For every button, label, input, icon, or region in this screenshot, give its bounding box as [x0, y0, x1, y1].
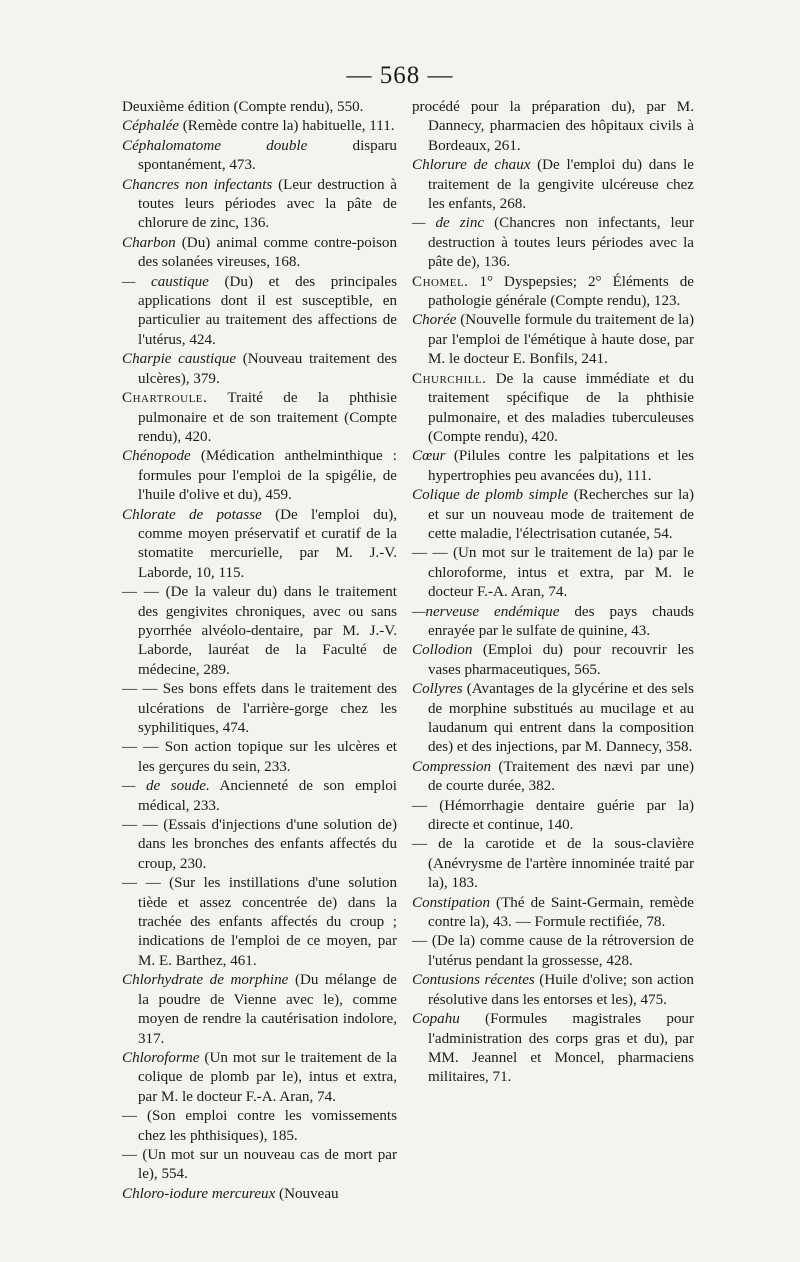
- index-entry-text: — (Un mot sur un nouveau cas de mort par le), 554.: [122, 1146, 397, 1183]
- index-entry-text: — (De la) comme cause de la rétroversion de l'utérus pendant la grossesse, 428.: [412, 933, 694, 969]
- index-entry-text: (Du) et des principales applications dont il est susceptible, en particulier au traitement des affections de l'utérus, 424.: [138, 273, 398, 348]
- index-entry-heading: Chomel.: [412, 273, 469, 290]
- index-entry: [122, 273, 397, 351]
- index-entry-text: (Emploi du) pour recouvrir les vases pharmaceutiques, 565.: [428, 642, 694, 678]
- index-entry-text: (Nouveau: [275, 1185, 339, 1202]
- index-entry-heading: Céphalomatome double: [122, 137, 308, 154]
- index-entry-text: (Chancres non infectants, leur destruction à toutes leurs périodes avec la pâte de), 136.: [428, 215, 694, 271]
- index-entry: [412, 835, 694, 893]
- index-entry-text: (Nouvelle formule du traitement de la) par l'emploi de l'émétique à haute dose, par M. le docteur E. Bonfils, 241.: [428, 312, 694, 368]
- index-entry-text: (Avantages de la glycérine et des sels de morphine substitués au mucilage et au laudanum qui entrent dans la composition des) et des injections, par M. Dannecy, 358.: [428, 681, 694, 756]
- index-entry-heading: —nerveuse endémique: [412, 603, 560, 620]
- index-entry-text: (De l'emploi du), comme moyen préservatif et curatif de la stomatite mercurielle, par M. J.-V. Laborde, 10, 115.: [138, 506, 397, 581]
- index-entry-heading: Collyres: [412, 681, 463, 698]
- index-entry-text: (De l'emploi du) dans le traitement de la gengivite ulcéreuse chez les enfants, 268.: [428, 157, 695, 213]
- index-entry: [122, 117, 397, 136]
- index-entry-text: (Du) animal comme contre-poison des solanées vireuses, 168.: [138, 234, 397, 271]
- index-entry: [122, 137, 397, 176]
- index-entry: [412, 641, 694, 680]
- index-entry-text: — — Ses bons effets dans le traitement des ulcérations de l'arrière-gorge chez les syphilitiques, 474.: [122, 681, 397, 736]
- index-entry-heading: Colique de plomb simple: [412, 487, 569, 504]
- index-entry-text: 1° Dyspepsies; 2° Éléments de pathologie générale (Compte rendu), 123.: [428, 273, 694, 310]
- index-entry: [122, 1107, 397, 1146]
- index-entry-heading: — de soude.: [122, 778, 210, 795]
- index-entry-heading: Chlorhydrate de morphine: [122, 972, 289, 989]
- index-entry-heading: Céphalée: [122, 118, 179, 135]
- index-entry: [412, 273, 694, 312]
- index-entry-heading: Constipation: [412, 894, 490, 911]
- index-entry: [122, 350, 397, 389]
- index-entry: [122, 389, 397, 447]
- index-entry-text: De la cause immédiate et du traitement spécifique de la phthisie pulmonaire, et des maladies tuberculeuses (Compte rendu), 420.: [428, 370, 694, 445]
- index-entry: [122, 971, 397, 1049]
- index-entry-text: (Thé de Saint-Germain, remède contre la), 43. — Formule rectifiée, 78.: [428, 894, 694, 931]
- index-entry: [122, 234, 397, 273]
- index-entry-heading: — de zinc: [412, 215, 485, 232]
- index-entry: [412, 680, 694, 758]
- index-entry-text: — — Son action topique sur les ulcères et les gerçures du sein, 233.: [122, 739, 397, 775]
- index-entry-heading: Chlorure de chaux: [412, 157, 531, 174]
- index-entry-heading: Chancres non infectants: [122, 176, 273, 193]
- index-entry: [122, 680, 397, 738]
- index-entry-heading: Chartroule.: [122, 390, 208, 407]
- index-entry-heading: Collodion: [412, 642, 473, 659]
- index-entry-text: — — (Sur les instillations d'une solution tiède et assez concentrée de) dans la trachée des enfants affectés du croup ; indications de l'emploi de ce moyen, par M. E. Barthez, 461.: [122, 875, 397, 969]
- index-entry-text: disparu spontanément, 473.: [138, 137, 397, 174]
- index-column-right: [412, 98, 694, 1088]
- index-entry-text: (Pilules contre les palpitations et les hypertrophies peu avancées du), 111.: [428, 448, 694, 484]
- index-entry: [122, 447, 397, 505]
- index-entry: [412, 98, 694, 156]
- index-entry: [412, 758, 694, 797]
- index-entry-text: (Nouveau traitement des ulcères), 379.: [138, 351, 397, 387]
- index-entry-heading: Churchill.: [412, 370, 487, 387]
- index-entry-text: — de la carotide et de la sous-clavière (Anévrysme de l'artère innominée traité par la), 183.: [412, 836, 694, 892]
- index-entry-text: — — (Un mot sur le traitement de la) par le chloroforme, intus et extra, par M. le docteur F.-A. Aran, 74.: [412, 545, 694, 601]
- index-entry: [122, 874, 397, 971]
- index-entry-text: (Huile d'olive; son action résolutive dans les entorses et les), 475.: [428, 972, 694, 1008]
- index-entry-heading: Chlorate de potasse: [122, 506, 262, 523]
- index-entry-text: (Remède contre la) habituelle, 111.: [179, 118, 395, 135]
- index-entry-text: des pays chauds enrayée par le sulfate de quinine, 43.: [428, 603, 694, 639]
- index-entry: [122, 1146, 397, 1185]
- index-entry: [412, 311, 694, 369]
- index-entry: [412, 214, 694, 272]
- index-column-left: [122, 98, 397, 1204]
- index-entry: [122, 777, 397, 816]
- index-entry-heading: Charpie caustique: [122, 351, 237, 368]
- index-entry: [412, 486, 694, 544]
- index-entry: [122, 506, 397, 584]
- index-entry: [122, 1185, 397, 1204]
- index-entry-heading: Chloroforme: [122, 1049, 200, 1066]
- index-entry: [122, 176, 397, 234]
- index-entry-text: (Traitement des nævi par une) de courte durée, 382.: [428, 758, 694, 795]
- index-entry-text: (Leur destruction à toutes leurs périodes avec la pâte de chlorure de zinc, 136.: [138, 176, 398, 232]
- index-entry: [412, 156, 694, 214]
- index-entry: [122, 583, 397, 680]
- index-entry-heading: Chénopode: [122, 448, 191, 465]
- index-entry-text: Deuxième édition (Compte rendu), 550.: [122, 99, 364, 115]
- index-entry-text: (Du mélange de la poudre de Vienne avec le), comme moyen de rendre la cautérisation indolore, 317.: [138, 972, 397, 1047]
- index-entry-heading: Chloro-iodure mercureux: [122, 1185, 276, 1202]
- index-entry-text: — — (Essais d'injections d'une solution de) dans les bronches des enfants affectés du croup, 230.: [122, 817, 397, 872]
- index-entry: [412, 447, 694, 486]
- index-entry: [412, 971, 694, 1010]
- page-number: — 568 —: [346, 62, 454, 89]
- index-entry: [122, 98, 397, 117]
- index-entry-heading: Copahu: [412, 1011, 460, 1028]
- index-entry-text: (Un mot sur le traitement de la colique de plomb par le), intus et extra, par M. le docteur F.-A. Aran, 74.: [138, 1049, 397, 1105]
- index-entry-text: (Formules magistrales pour l'administration des corps gras et du), par MM. Jeannel et Moncel, pharmaciens militaires, 71.: [428, 1011, 694, 1086]
- index-entry-heading: Cœur: [412, 448, 446, 465]
- index-entry-text: procédé pour la préparation du), par M. Dannecy, pharmacien des hôpitaux civils à Bordeaux, 261.: [412, 99, 694, 154]
- index-entry-text: — (Son emploi contre les vomissements chez les phthisiques), 185.: [122, 1108, 397, 1144]
- index-entry-text: (Médication anthelminthique : formules pour l'emploi de la spigélie, de l'huile d'olive et du), 459.: [138, 448, 397, 504]
- index-entry: [412, 1010, 694, 1088]
- index-entry-text: Traité de la phthisie pulmonaire et de son traitement (Compte rendu), 420.: [138, 390, 397, 445]
- index-entry-text: — — (De la valeur du) dans le traitement des gengivites chroniques, avec ou sans pyorrhée alvéolo-dentaire, par M. J.-V. Laborde, lauréat de la Faculté de médecine, 289.: [122, 584, 397, 678]
- index-entry: [412, 797, 694, 836]
- index-entry-text: (Recherches sur la) et sur un nouveau mode de traitement de cette maladie, l'électrisation cutanée, 54.: [428, 487, 694, 542]
- index-entry: [122, 1049, 397, 1107]
- index-entry: [412, 603, 694, 642]
- index-entry: [122, 816, 397, 874]
- index-entry-text: — (Hémorrhagie dentaire guérie par la) directe et continue, 140.: [412, 797, 694, 834]
- index-entry-heading: Chorée: [412, 312, 457, 329]
- index-entry: [122, 738, 397, 777]
- index-entry-heading: Contusions récentes: [412, 972, 535, 989]
- index-entry-heading: — caustique: [122, 273, 209, 290]
- index-entry: [412, 370, 694, 448]
- index-entry: [412, 544, 694, 602]
- index-entry-heading: Compression: [412, 758, 492, 775]
- index-entry: [412, 932, 694, 971]
- index-entry-heading: Charbon: [122, 234, 176, 251]
- index-entry: [412, 894, 694, 933]
- index-entry-text: Ancienneté de son emploi médical, 233.: [138, 778, 398, 814]
